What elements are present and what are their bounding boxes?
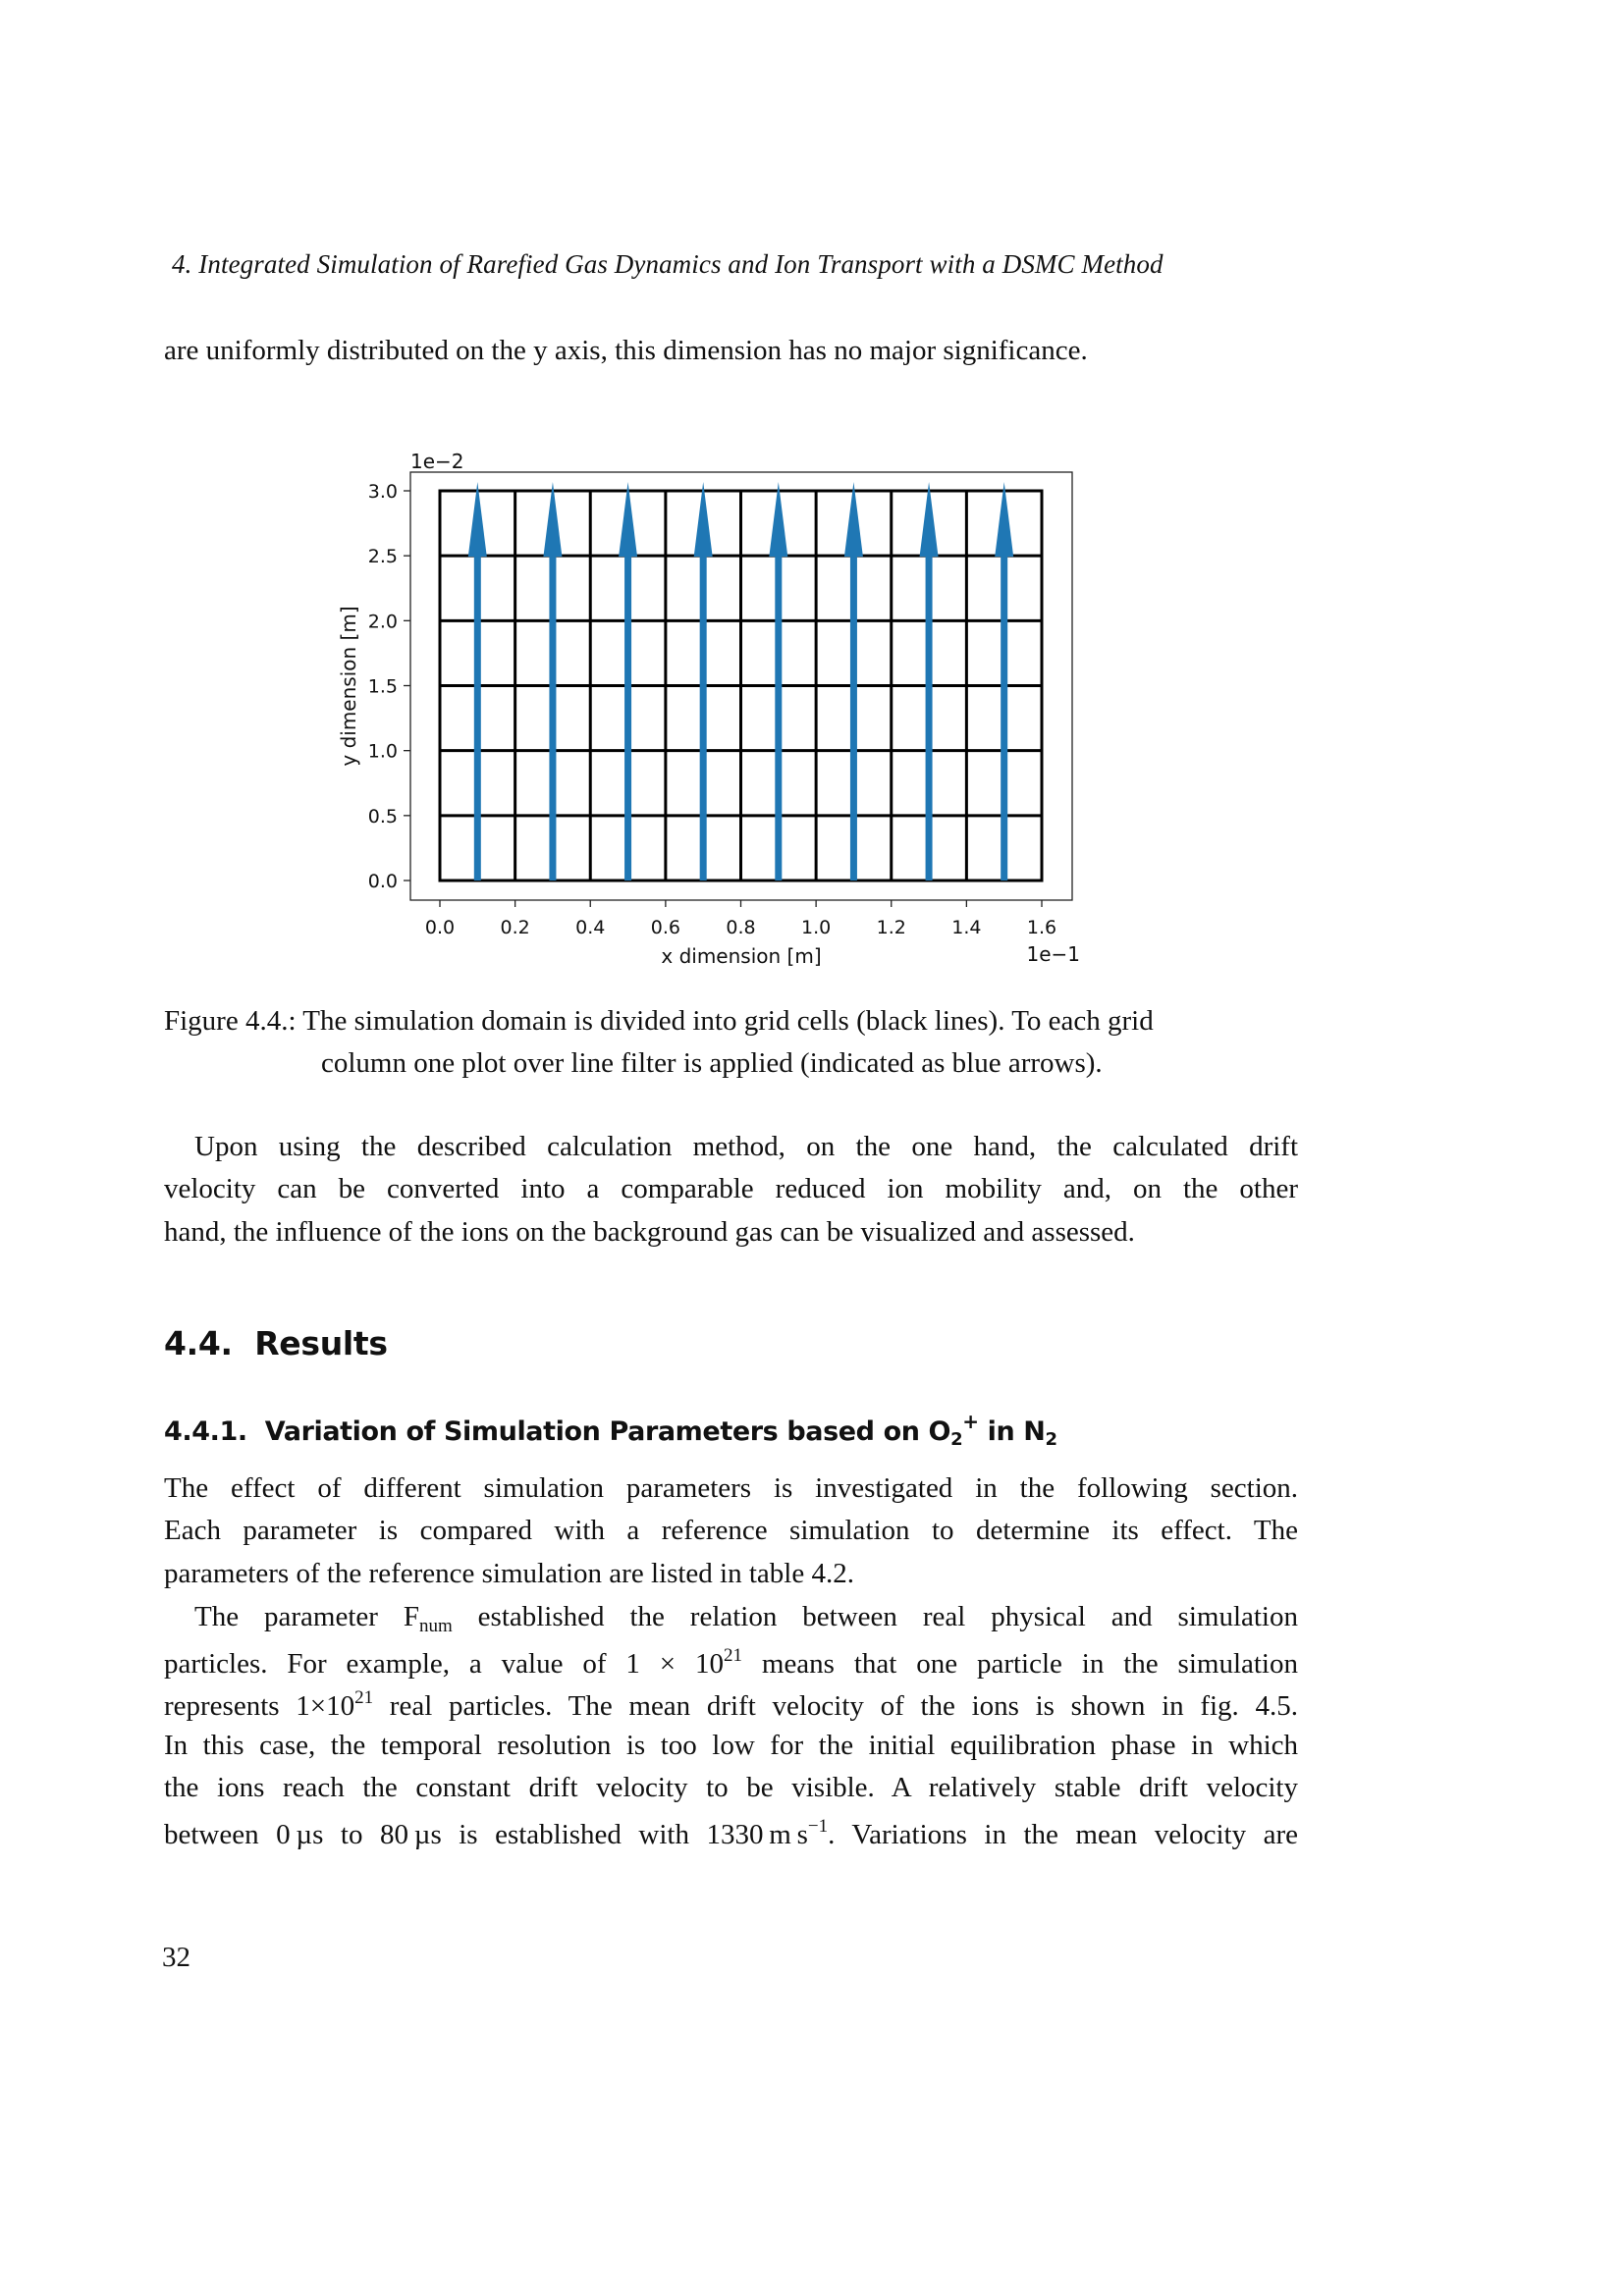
arrow-shaft	[624, 556, 631, 881]
arrow-shaft	[1001, 556, 1007, 881]
x-axis-label: x dimension [m]	[661, 944, 822, 968]
arrow-up-icon	[468, 482, 487, 557]
subsection-sub-2: 2	[950, 1429, 963, 1450]
x-axis-ticks	[425, 900, 1056, 938]
text: particles. For example, a value of 1 × 10	[164, 1648, 724, 1680]
section-heading	[164, 1324, 388, 1362]
para1-line1: Upon using the described calculation method, on the one hand, the calculated drift	[194, 1131, 1298, 1162]
para3-line4: In this case, the temporal resolution is too low for the initial equilibration phase in which	[164, 1730, 1298, 1761]
para3-line3	[164, 1688, 1298, 1721]
figure-grid-plot	[0, 0, 1624, 982]
subsection-sup-plus: +	[962, 1410, 979, 1433]
para2-line3: parameters of the reference simulation are listed in table 4.2.	[164, 1558, 854, 1589]
running-header: 4. Integrated Simulation of Rarefied Gas Dynamics and Ion Transport with a DSMC Method	[172, 249, 1164, 279]
arrow-shaft	[775, 556, 782, 881]
y-tick-label: 3.0	[367, 481, 398, 503]
arrow-shaft	[700, 556, 707, 881]
figure-caption-line2: column one plot over line filter is applied (indicated as blue arrows).	[321, 1047, 1103, 1079]
x-tick-label: 0.0	[424, 917, 456, 938]
superscript-exponent: 21	[354, 1687, 374, 1708]
subsection-title-mid: in N	[978, 1416, 1046, 1447]
section-number: 4.4.	[164, 1324, 233, 1362]
arrow-up-icon	[543, 482, 562, 557]
figure-caption-label: Figure 4.4.:	[164, 1005, 297, 1037]
y-tick-label: 2.5	[367, 546, 398, 568]
para3-line5: the ions reach the constant drift velocity to be visible. A relatively stable drift velocity	[164, 1772, 1298, 1803]
x-tick-label: 1.0	[801, 917, 832, 938]
intro-line: are uniformly distributed on the y axis, this dimension has no major significance.	[164, 335, 1088, 366]
y-tick-label: 0.0	[367, 871, 398, 892]
x-tick-label: 0.4	[575, 917, 606, 938]
arrow-up-icon	[995, 482, 1013, 557]
page-number: 32	[162, 1942, 190, 1973]
text: real particles. The mean drift velocity of the ions is shown in fig. 4.5.	[373, 1690, 1298, 1722]
subsection-number: 4.4.1.	[164, 1416, 247, 1447]
arrow-shaft	[926, 556, 933, 881]
para3-line2	[164, 1646, 1298, 1679]
subsection-sub-n2: 2	[1045, 1429, 1057, 1450]
y-tick-label: 1.5	[367, 675, 398, 698]
x-tick-label: 0.2	[500, 917, 530, 938]
y-tick-label: 2.0	[367, 611, 398, 633]
arrow-up-icon	[694, 482, 713, 557]
x-tick-label: 1.4	[951, 917, 982, 938]
arrow-up-icon	[769, 482, 787, 557]
superscript-exponent: 21	[724, 1645, 742, 1666]
y-tick-label: 1.0	[367, 740, 398, 763]
y-axis-label: y dimension [m]	[337, 606, 360, 767]
figure-caption-line1	[164, 1005, 1298, 1038]
subscript-num: num	[418, 1616, 453, 1636]
arrow-shaft	[850, 556, 857, 881]
subsection-title: Variation of Simulation Parameters based on O	[264, 1416, 951, 1447]
text: represents 1×10	[164, 1690, 355, 1722]
text: established the relation between real physical and simulation	[452, 1601, 1298, 1632]
grid-lines	[439, 491, 1044, 881]
para3-line6	[164, 1817, 1298, 1849]
arrow-shaft	[549, 556, 556, 881]
para2-line1: The effect of different simulation parameters is investigated in the following section.	[164, 1472, 1298, 1504]
text: . Variations in the mean velocity are	[828, 1819, 1298, 1850]
x-tick-label: 0.6	[650, 917, 680, 938]
arrow-shaft	[474, 556, 481, 881]
subsection-heading	[164, 1410, 1057, 1450]
arrow-up-icon	[920, 482, 939, 557]
section-title: Results	[254, 1324, 388, 1362]
x-tick-label: 0.8	[726, 917, 756, 938]
y-axis-ticks	[368, 481, 410, 892]
figure-caption-text: The simulation domain is divided into grid cells (black lines). To each grid	[302, 1005, 1154, 1037]
y-tick-label: 0.5	[367, 805, 398, 828]
para2-line2: Each parameter is compared with a reference simulation to determine its effect. The	[164, 1515, 1298, 1546]
x-offset-text: 1e−1	[1026, 942, 1080, 966]
x-tick-label: 1.6	[1026, 917, 1057, 938]
para1-line3: hand, the influence of the ions on the background gas can be visualized and assessed.	[164, 1216, 1135, 1248]
axes-frame	[410, 472, 1072, 900]
x-tick-label: 1.2	[876, 917, 906, 938]
arrow-up-icon	[844, 482, 863, 557]
text: between 0 µs to 80 µs is established with 1330 m s	[164, 1819, 808, 1850]
superscript-exponent: −1	[807, 1816, 829, 1837]
arrow-up-icon	[619, 482, 637, 557]
text: means that one particle in the simulation	[742, 1648, 1298, 1680]
text: The parameter F	[194, 1601, 419, 1632]
para1-line2: velocity can be converted into a comparable reduced ion mobility and, on the other	[164, 1173, 1298, 1204]
y-offset-text: 1e−2	[410, 450, 464, 473]
para3-line1	[194, 1603, 1298, 1635]
arrow-group	[468, 482, 1013, 881]
